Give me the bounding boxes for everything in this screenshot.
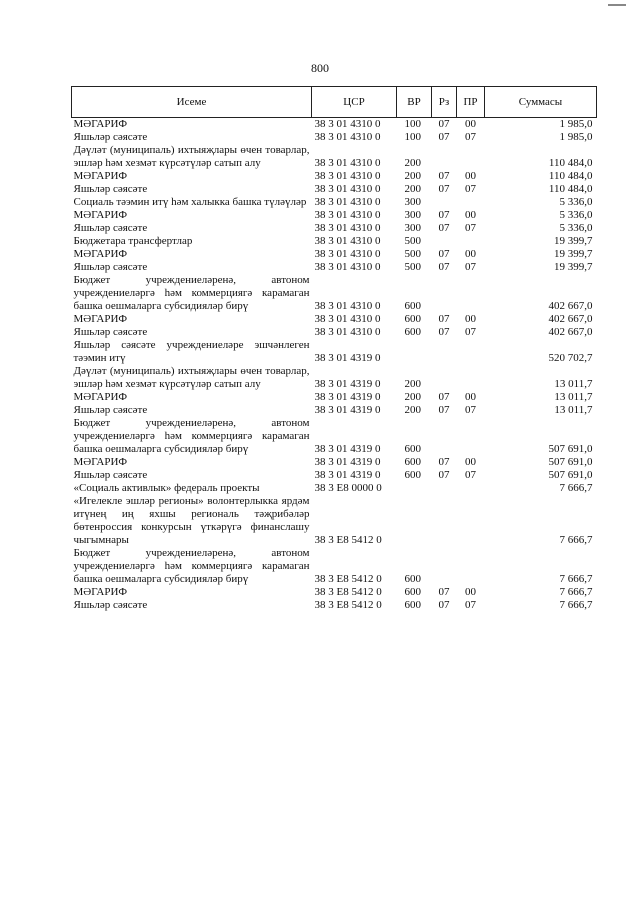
table-row [72, 339, 597, 365]
cell-vr: 200 [404, 404, 421, 416]
header-vr: ВР [397, 87, 432, 118]
cell-rz: 07 [438, 183, 450, 195]
table-row [72, 547, 597, 586]
cell-pr [457, 196, 485, 209]
cell-csr: 38 3 01 4310 0 [314, 313, 381, 325]
table-row [72, 586, 597, 599]
cell-sum: 5 336,0 [559, 196, 593, 208]
cell-csr: 38 3 01 4319 0 [314, 456, 381, 468]
cell-vr: 500 [404, 248, 421, 260]
cell-name: МӘГАРИФ [72, 118, 312, 132]
cell-vr [397, 482, 432, 495]
cell-name: МӘГАРИФ [73, 456, 128, 468]
cell-rz: 07 [438, 456, 450, 468]
cell-sum: 110 484,0 [548, 170, 593, 182]
cell-csr: 38 3 01 4319 0 [314, 352, 381, 364]
cell-rz: 07 [438, 261, 450, 273]
cell-pr: 00 [465, 170, 476, 182]
cell-vr: 600 [404, 469, 421, 481]
header-sum: Суммасы [485, 87, 597, 118]
cell-pr: 07 [465, 222, 476, 234]
header-row [72, 87, 597, 118]
cell-name: Социаль тәэмин итү һәм халыкка башка түләүләр [73, 196, 307, 208]
cell-vr [397, 495, 432, 547]
cell-sum: 7 666,7 [559, 534, 593, 546]
table-row [72, 495, 597, 547]
cell-csr: 38 3 01 4310 0 [314, 183, 381, 195]
cell-rz [432, 547, 457, 586]
cell-csr: 38 3 E8 0000 0 [314, 482, 382, 494]
cell-rz: 07 [432, 118, 457, 132]
cell-vr: 600 [404, 326, 421, 338]
header-name: Исеме [72, 87, 312, 118]
cell-name: Яшьләр сәясәте [73, 404, 148, 416]
cell-sum: 7 666,7 [559, 482, 593, 494]
cell-sum: 110 484,0 [548, 183, 593, 195]
table-row [72, 365, 597, 391]
cell-vr: 500 [404, 261, 421, 273]
cell-sum: 7 666,7 [559, 586, 593, 598]
cell-name: МӘГАРИФ [73, 586, 128, 598]
cell-csr: 38 3 E8 5412 0 [314, 573, 382, 585]
cell-rz [432, 235, 457, 248]
cell-csr: 38 3 01 4310 0 [314, 248, 381, 260]
table-row [72, 235, 597, 248]
cell-sum: 507 691,0 [548, 469, 593, 481]
cell-sum: 402 667,0 [548, 326, 593, 338]
cell-vr: 200 [404, 170, 421, 182]
table-row [72, 131, 597, 144]
cell-rz [432, 144, 457, 170]
cell-vr: 100 [397, 118, 432, 132]
cell-vr: 200 [404, 391, 421, 403]
cell-vr: 300 [404, 196, 421, 208]
cell-name: Бюджет учреждениеләренә, автоном учреждениеләргә һәм коммерциягә карамаган башка оешмаларга субсидияләр бирү [73, 274, 310, 312]
cell-csr: 38 3 01 4310 0 [312, 118, 397, 132]
cell-csr: 38 3 E8 5412 0 [314, 586, 382, 598]
cell-rz [432, 417, 457, 456]
cell-pr: 00 [465, 391, 476, 403]
cell-name: МӘГАРИФ [73, 248, 128, 260]
cell-rz: 07 [438, 326, 450, 338]
table-row [72, 196, 597, 209]
table-row [72, 391, 597, 404]
cell-name: МӘГАРИФ [73, 209, 128, 221]
cell-name: Дәүләт (муниципаль) ихтыяҗлары өчен товарлар, эшләр һәм хезмәт күрсәтүләр сатып алу [73, 365, 310, 390]
cell-csr: 38 3 01 4319 0 [314, 443, 381, 455]
cell-rz [432, 482, 457, 495]
cell-name: Яшьләр сәясәте [73, 599, 148, 611]
table-row [72, 274, 597, 313]
cell-rz [432, 274, 457, 313]
cell-csr: 38 3 01 4310 0 [314, 300, 381, 312]
cell-rz: 07 [438, 391, 450, 403]
cell-rz: 07 [438, 469, 450, 481]
cell-name: «Социаль активлык» федераль проекты [73, 482, 260, 494]
cell-sum: 13 011,7 [554, 378, 593, 390]
cell-name: МӘГАРИФ [73, 391, 128, 403]
cell-pr: 00 [465, 456, 476, 468]
header-rz: Рз [432, 87, 457, 118]
cell-sum: 507 691,0 [548, 443, 593, 455]
cell-sum: 520 702,7 [548, 352, 593, 364]
cell-name: Яшьләр сәясәте [73, 326, 148, 338]
cell-sum: 402 667,0 [548, 313, 593, 325]
cell-pr [457, 417, 485, 456]
header-csr: ЦСР [312, 87, 397, 118]
cell-rz: 07 [438, 222, 450, 234]
cell-csr: 38 3 01 4310 0 [314, 261, 381, 273]
cell-pr: 00 [465, 313, 476, 325]
cell-sum: 5 336,0 [559, 222, 593, 234]
table-row [72, 183, 597, 196]
cell-vr: 200 [404, 157, 421, 169]
cell-name: «Игелекле эшләр регионы» волонтерлыкка ярдәм итүнең иң яхшы региональ тәҗрибәләр бөтенроссия конкурсын үткәрүгә финанслашу чыгымнары [73, 495, 310, 546]
cell-pr: 07 [465, 599, 476, 611]
cell-name: Яшьләр сәясәте [73, 261, 148, 273]
cell-pr: 07 [465, 326, 476, 338]
cell-pr [457, 339, 485, 365]
cell-csr: 38 3 01 4310 0 [314, 170, 381, 182]
cell-pr: 00 [465, 209, 476, 221]
cell-sum: 7 666,7 [559, 599, 593, 611]
cell-sum: 402 667,0 [548, 300, 593, 312]
cell-vr: 600 [404, 456, 421, 468]
cell-name: Яшьләр сәясәте учреждениеләре эшчәнлеген тәэмин итү [73, 339, 310, 364]
cell-rz: 07 [438, 248, 450, 260]
page-number: 800 [311, 61, 329, 75]
cell-name: МӘГАРИФ [73, 313, 128, 325]
cell-pr: 00 [457, 118, 485, 132]
table-header [72, 87, 597, 118]
cell-csr: 38 3 E8 5412 0 [314, 599, 382, 611]
cell-vr: 600 [404, 313, 421, 325]
table-row [72, 248, 597, 261]
cell-name: Дәүләт (муниципаль) ихтыяҗлары өчен товарлар, эшләр һәм хезмәт күрсәтүләр сатып алу [73, 144, 310, 169]
cell-csr: 38 3 01 4319 0 [314, 469, 381, 481]
cell-vr: 300 [404, 209, 421, 221]
cell-pr: 07 [465, 404, 476, 416]
cell-vr: 300 [404, 222, 421, 234]
cell-rz: 07 [438, 209, 450, 221]
cell-sum: 13 011,7 [554, 404, 593, 416]
table-row [72, 118, 597, 132]
cell-vr: 600 [404, 443, 421, 455]
cell-csr: 38 3 01 4310 0 [314, 196, 381, 208]
table-row [72, 482, 597, 495]
cell-pr [457, 274, 485, 313]
cell-pr [457, 495, 485, 547]
cell-vr [397, 339, 432, 365]
cell-vr: 600 [404, 586, 421, 598]
cell-csr: 38 3 01 4310 0 [314, 209, 381, 221]
cell-pr [457, 482, 485, 495]
cell-pr [457, 365, 485, 391]
cell-csr: 38 3 01 4310 0 [314, 326, 381, 338]
cell-vr: 100 [404, 131, 421, 143]
cell-csr: 38 3 01 4310 0 [314, 222, 381, 234]
cell-sum: 5 336,0 [559, 209, 593, 221]
cell-rz [432, 365, 457, 391]
cell-rz [432, 339, 457, 365]
cell-csr: 38 3 01 4319 0 [314, 378, 381, 390]
cell-rz: 07 [438, 131, 450, 143]
cell-vr: 200 [404, 183, 421, 195]
table-row [72, 261, 597, 274]
cell-name: Яшьләр сәясәте [73, 183, 148, 195]
cell-vr: 600 [404, 599, 421, 611]
table-row [72, 313, 597, 326]
cell-pr [457, 235, 485, 248]
cell-rz: 07 [438, 170, 450, 182]
table-row [72, 456, 597, 469]
cell-sum: 19 399,7 [554, 261, 593, 273]
cell-name: Бюджетара трансфертлар [73, 235, 193, 247]
cell-pr [457, 144, 485, 170]
table-row [72, 404, 597, 417]
cell-rz [432, 495, 457, 547]
cell-sum: 507 691,0 [548, 456, 593, 468]
cell-pr: 07 [465, 183, 476, 195]
cell-csr: 38 3 01 4310 0 [314, 131, 381, 143]
table-body [72, 118, 597, 613]
cell-vr: 600 [404, 300, 421, 312]
cell-name: МӘГАРИФ [73, 170, 128, 182]
cell-pr [457, 547, 485, 586]
table-row [72, 170, 597, 183]
table-row [72, 599, 597, 612]
cell-vr: 200 [404, 378, 421, 390]
cell-sum: 110 484,0 [548, 157, 593, 169]
table-row [72, 469, 597, 482]
cell-sum: 19 399,7 [554, 235, 593, 247]
cell-rz: 07 [438, 586, 450, 598]
cell-csr: 38 3 01 4319 0 [314, 404, 381, 416]
cell-vr: 600 [404, 573, 421, 585]
cell-rz: 07 [438, 599, 450, 611]
cell-pr: 07 [465, 131, 476, 143]
cell-name: Яшьләр сәясәте [73, 222, 148, 234]
cell-csr: 38 3 01 4319 0 [314, 391, 381, 403]
cell-pr: 07 [465, 469, 476, 481]
cell-name: Бюджет учреждениеләренә, автоном учреждениеләргә һәм коммерциягә карамаган башка оешмаларга субсидияләр бирү [73, 417, 310, 455]
cell-sum: 1 985,0 [485, 118, 597, 132]
cell-sum: 13 011,7 [554, 391, 593, 403]
cell-rz: 07 [438, 313, 450, 325]
cell-sum: 19 399,7 [554, 248, 593, 260]
scan-corner-mark [608, 0, 626, 6]
cell-sum: 1 985,0 [559, 131, 593, 143]
table-row [72, 209, 597, 222]
cell-pr: 00 [465, 586, 476, 598]
table-row [72, 222, 597, 235]
cell-csr: 38 3 01 4310 0 [314, 235, 381, 247]
cell-vr: 500 [404, 235, 421, 247]
cell-csr: 38 3 E8 5412 0 [314, 534, 382, 546]
cell-csr: 38 3 01 4310 0 [314, 157, 381, 169]
table-row [72, 326, 597, 339]
header-pr: ПР [457, 87, 485, 118]
table-row [72, 417, 597, 456]
cell-rz: 07 [438, 404, 450, 416]
table-row [72, 144, 597, 170]
budget-table [71, 86, 597, 612]
cell-rz [432, 196, 457, 209]
cell-name: Бюджет учреждениеләренә, автоном учреждениеләргә һәм коммерциягә карамаган башка оешмаларга субсидияләр бирү [73, 547, 310, 585]
cell-name: Яшьләр сәясәте [73, 469, 148, 481]
cell-name: Яшьләр сәясәте [73, 131, 148, 143]
cell-pr: 00 [465, 248, 476, 260]
cell-sum: 7 666,7 [559, 573, 593, 585]
cell-pr: 07 [465, 261, 476, 273]
